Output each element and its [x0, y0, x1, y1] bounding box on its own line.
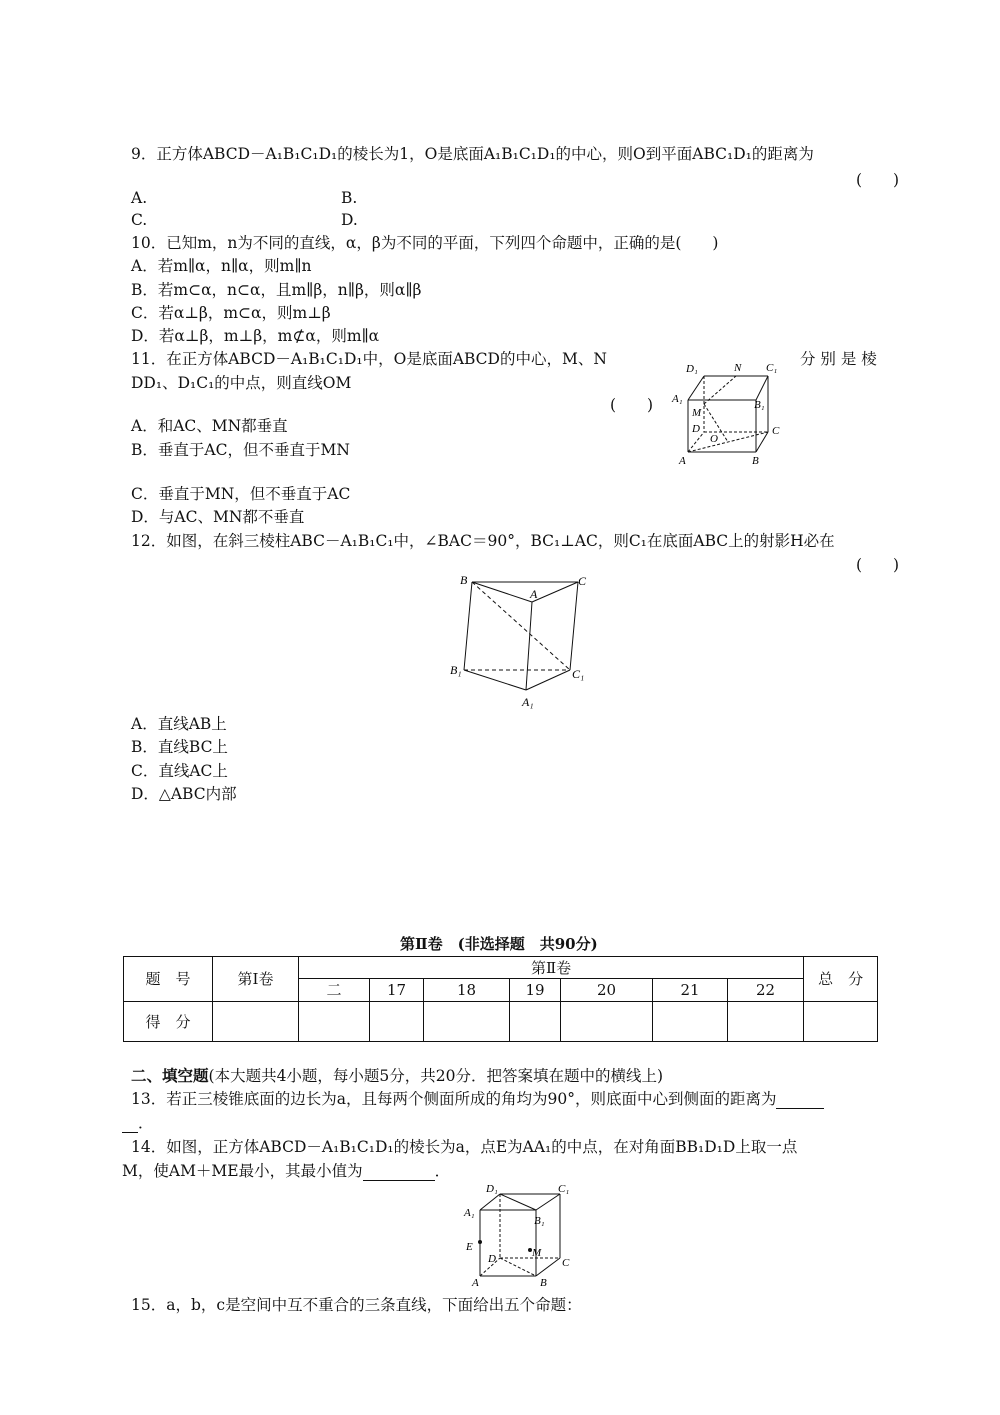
q12-prism-figure — [448, 570, 598, 710]
score-cell[interactable] — [510, 1001, 561, 1042]
section2-header — [131, 1066, 663, 1086]
q11-fig-label: A — [679, 455, 686, 467]
q12-fig-label: C — [578, 574, 587, 588]
table-header-total: 总 分 — [804, 957, 878, 1002]
q9-option-b: B. — [341, 189, 358, 207]
q11-fig-label: D — [692, 423, 700, 435]
table-col: 17 — [370, 979, 424, 1001]
q14-fig-label: B — [540, 1277, 547, 1289]
table-col: 18 — [424, 979, 510, 1001]
q10-option-c: C．若α⊥β，m⊂α，则m⊥β — [131, 304, 331, 322]
q11-stem-line2: DD₁、D₁C₁的中点，则直线OM — [131, 374, 352, 392]
q14-fig-label: M — [532, 1247, 542, 1259]
q12-answer-paren: ( ) — [856, 556, 900, 574]
table-score-label: 得 分 — [124, 1001, 213, 1042]
q14-fig-label: C — [562, 1257, 570, 1269]
q9-option-a: A. — [131, 189, 148, 207]
score-cell[interactable] — [561, 1001, 653, 1042]
table-header-part1: 第Ⅰ卷 — [213, 957, 299, 1002]
q14-fig-label: B₁ — [534, 1215, 545, 1227]
q9-option-c: C. — [131, 211, 148, 229]
q12-fig-label: A₁ — [522, 695, 534, 709]
q14-fig-label: A₁ — [464, 1207, 475, 1219]
q11-option-b: B．垂直于AC，但不垂直于MN — [131, 441, 350, 459]
q12-fig-label: B₁ — [450, 663, 462, 677]
q15-stem: 15．a，b，c是空间中互不重合的三条直线，下面给出五个命题： — [131, 1296, 582, 1314]
q11-fig-label: B — [752, 455, 759, 467]
q13-stem-line — [131, 1089, 824, 1109]
q11-fig-label: D₁ — [686, 363, 698, 375]
table-col: 二 — [299, 979, 370, 1001]
q14-fig-label: D — [488, 1253, 496, 1265]
q14-fig-label: E — [466, 1241, 473, 1253]
q9-stem: 9．正方体ABCD－A₁B₁C₁D₁的棱长为1，O是底面A₁B₁C₁D₁的中心，则O到平面ABC₁D₁的距离为 — [131, 145, 814, 163]
table-col: 19 — [510, 979, 561, 1001]
q11-fig-label: A₁ — [672, 393, 683, 405]
score-cell[interactable] — [424, 1001, 510, 1042]
score-cell[interactable] — [653, 1001, 728, 1042]
section2-title: 二、填空题 — [131, 1066, 209, 1085]
q13-stem: 13．若正三棱锥底面的边长为a，且每两个侧面所成的角均为90°，则底面中心到侧面的距离为 — [131, 1090, 777, 1108]
q13-end: ． — [138, 1114, 154, 1132]
q14-stem-line1: 14．如图，正方体ABCD－A₁B₁C₁D₁的棱长为a，点E为AA₁的中点，在对角面BB₁D₁D上取一点 — [131, 1138, 798, 1156]
q14-cube-figure — [460, 1178, 590, 1290]
score-table — [123, 956, 878, 1042]
q14-answer-blank[interactable] — [363, 1164, 435, 1181]
q11-fig-label: C — [772, 425, 780, 437]
score-cell[interactable] — [728, 1001, 804, 1042]
q11-stem-line1-right: 分 别 是 棱 — [800, 350, 877, 368]
q14-fig-label: D₁ — [486, 1183, 498, 1195]
q11-option-c: C．垂直于MN，但不垂直于AC — [131, 485, 351, 503]
q12-fig-label: B — [460, 573, 468, 587]
q14-stem2: M，使AM＋ME最小，其最小值为 — [122, 1162, 363, 1180]
table-header-question-no: 题 号 — [124, 957, 213, 1002]
q11-fig-label: O — [710, 433, 718, 445]
score-cell[interactable] — [370, 1001, 424, 1042]
q11-fig-label: B₁ — [754, 399, 765, 411]
q11-cube-figure — [668, 356, 788, 468]
q12-option-a: A．直线AB上 — [131, 715, 227, 733]
q10-option-b: B．若m⊂α，n⊂α，且m∥β，n∥β，则α∥β — [131, 281, 422, 299]
q11-answer-paren: ( ) — [610, 396, 654, 414]
q12-stem: 12．如图，在斜三棱柱ABC－A₁B₁C₁中，∠BAC＝90°，BC₁⊥AC，则C₁在底面ABC上的射影H必在 — [131, 532, 835, 550]
q12-option-c: C．直线AC上 — [131, 762, 228, 780]
q14-end: ． — [434, 1162, 451, 1180]
q10-stem: 10．已知m，n为不同的直线，α，β为不同的平面，下列四个命题中，正确的是( ) — [131, 234, 719, 252]
table-col: 22 — [728, 979, 804, 1001]
section2-desc: (本大题共4小题，每小题5分，共20分．把答案填在题中的横线上) — [208, 1067, 664, 1085]
q10-option-d: D．若α⊥β，m⊥β，m⊄α，则m∥α — [131, 327, 380, 345]
score-cell[interactable] — [804, 1001, 878, 1042]
q11-fig-label: N — [734, 362, 742, 374]
q12-fig-label: C₁ — [572, 667, 585, 681]
q11-stem-line1: 11．在正方体ABCD－A₁B₁C₁D₁中，O是底面ABCD的中心，M、N — [131, 350, 607, 368]
table-col: 20 — [561, 979, 653, 1001]
q14-point-e — [478, 1240, 482, 1244]
q11-option-d: D．与AC、MN都不垂直 — [131, 508, 305, 526]
q9-answer-paren: ( ) — [856, 171, 900, 189]
q12-option-b: B．直线BC上 — [131, 738, 228, 756]
q14-stem-line2 — [122, 1161, 450, 1181]
q12-option-d: D．△ABC内部 — [131, 785, 237, 803]
q13-answer-blank-cont[interactable] — [122, 1116, 138, 1133]
q13-answer-blank[interactable] — [776, 1092, 824, 1109]
q10-option-a: A．若m∥α，n∥α，则m∥n — [131, 257, 312, 275]
q14-fig-label: C₁ — [558, 1183, 570, 1195]
q11-fig-label: C₁ — [766, 362, 778, 374]
q12-fig-label: A — [530, 587, 538, 601]
q13-end-line — [122, 1113, 154, 1133]
q14-fig-label: A — [472, 1277, 479, 1289]
q11-fig-label: M — [692, 407, 702, 419]
q9-option-d: D. — [341, 211, 358, 229]
score-cell[interactable] — [299, 1001, 370, 1042]
score-cell[interactable] — [213, 1001, 299, 1042]
part2-title: 第Ⅱ卷 (非选择题 共90分) — [400, 935, 598, 953]
table-header-part2: 第Ⅱ卷 — [299, 957, 804, 979]
table-col: 21 — [653, 979, 728, 1001]
q11-option-a: A．和AC、MN都垂直 — [131, 417, 288, 435]
